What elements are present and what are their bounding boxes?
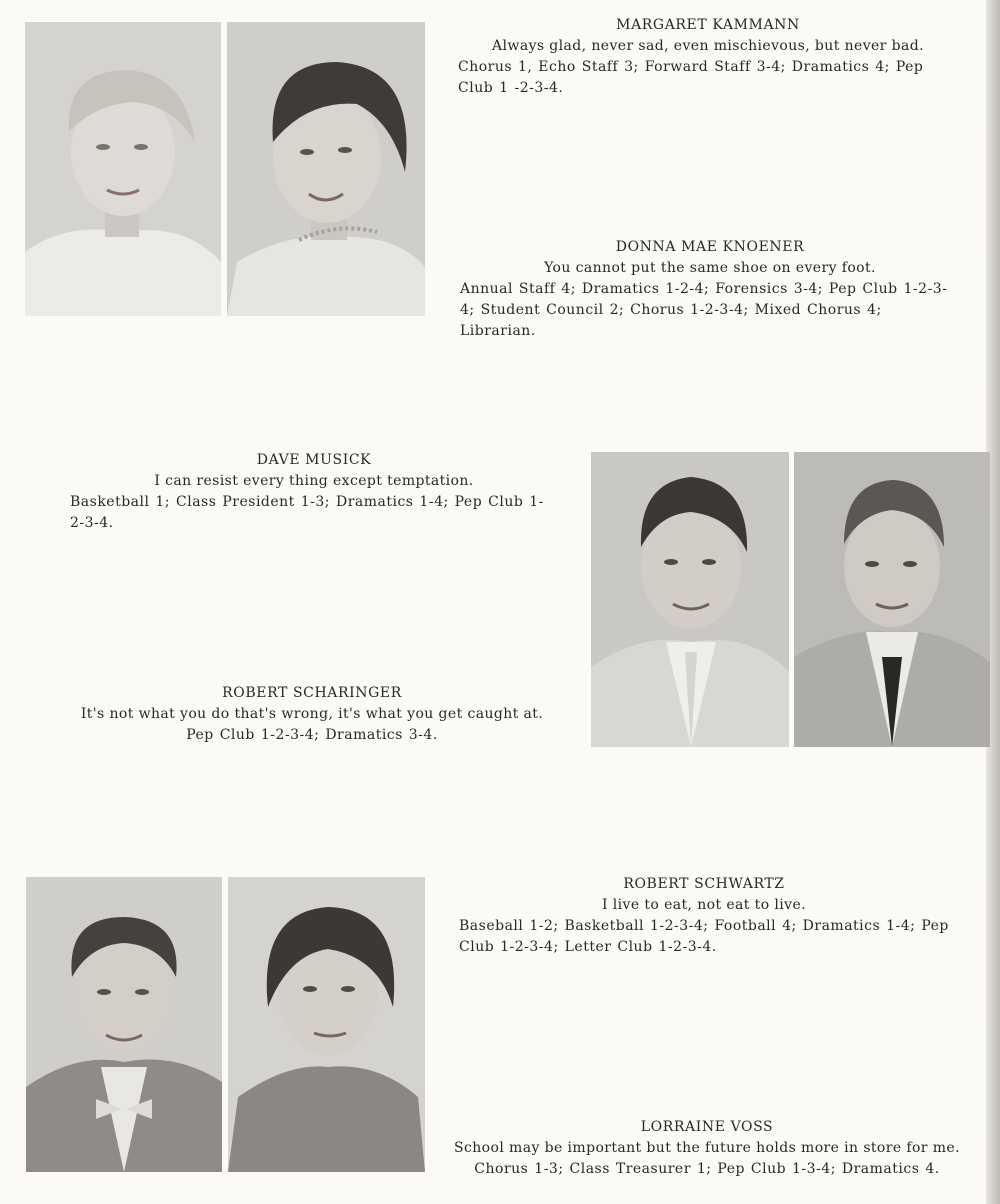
student-entry-robert-scharinger — [62, 683, 562, 746]
student-entry-robert-schwartz — [459, 874, 949, 958]
student-activities: Pep Club 1-2-3-4; Dramatics 3-4. — [186, 727, 438, 743]
student-activities: Basketball 1; Class President 1-3; Dramatics 1-4; Pep Club 1-2-3-4. — [70, 494, 544, 531]
student-name: DONNA MAE KNOENER — [615, 239, 805, 255]
portrait-photo-dave-musick — [591, 452, 789, 747]
portrait-photo-lorraine-voss — [228, 877, 425, 1172]
student-quote: School may be important but the future holds more in store for me. — [454, 1140, 960, 1156]
portrait-photo-robert-scharinger — [794, 452, 990, 747]
student-name: ROBERT SCHWARTZ — [623, 876, 785, 892]
student-quote: You cannot put the same shoe on every foot. — [544, 260, 876, 276]
student-name: MARGARET KAMMANN — [616, 17, 800, 33]
portrait-photo-donna-mae-knoener — [227, 22, 425, 316]
student-entry-donna-mae-knoener — [460, 237, 960, 342]
student-entry-lorraine-voss — [452, 1117, 962, 1180]
portrait-photo-margaret-kammann — [25, 22, 221, 316]
student-activities: Chorus 1, Echo Staff 3; Forward Staff 3-4; Dramatics 4; Pep Club 1 -2-3-4. — [458, 59, 924, 96]
student-activities: Chorus 1-3; Class Treasurer 1; Pep Club 1-3-4; Dramatics 4. — [474, 1161, 940, 1177]
student-entry-margaret-kammann — [458, 15, 958, 99]
student-quote: I live to eat, not eat to live. — [602, 897, 806, 913]
student-name: LORRAINE VOSS — [640, 1119, 774, 1135]
student-quote: I can resist every thing except temptation. — [154, 473, 474, 489]
student-name: ROBERT SCHARINGER — [222, 685, 402, 701]
student-activities: Baseball 1-2; Basketball 1-2-3-4; Football 4; Dramatics 1-4; Pep Club 1-2-3-4; Letter Club 1-2-3-4. — [459, 918, 949, 955]
student-name: DAVE MUSICK — [256, 452, 372, 468]
student-quote: Always glad, never sad, even mischievous, but never bad. — [492, 38, 924, 54]
student-entry-dave-musick — [70, 450, 558, 534]
portrait-photo-robert-schwartz — [26, 877, 222, 1172]
student-activities: Annual Staff 4; Dramatics 1-2-4; Forensics 3-4; Pep Club 1-2-3-4; Student Council 2; Chorus 1-2-3-4; Mixed Chorus 4; Librarian. — [460, 281, 948, 339]
student-quote: It's not what you do that's wrong, it's what you get caught at. — [80, 706, 544, 722]
